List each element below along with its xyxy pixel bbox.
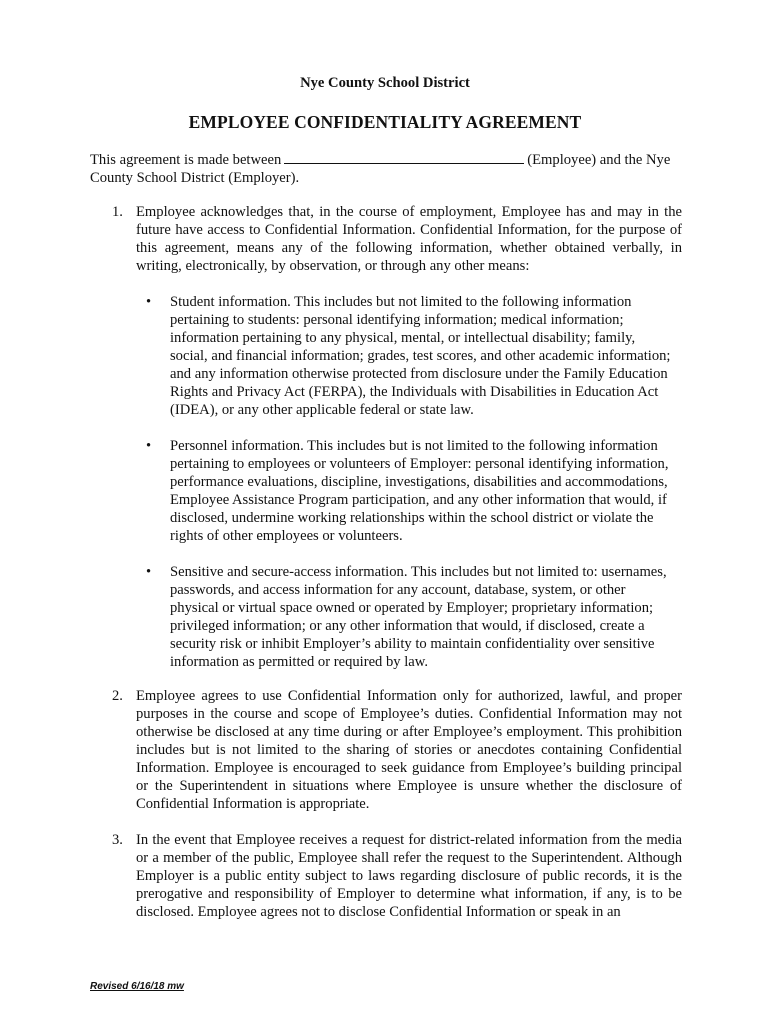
clause-text: In the event that Employee receives a request for district-related information from the media or a member of the public, Employee shall refer the request to the Superintendent. Although Employer is a public entity subject to laws regarding disclosure of public records, it is the prerogative and responsibility of Employer to determine what information, if any, is to be disclosed. Employee agrees not to disclose Confidential Information or speak in an <box>136 832 682 920</box>
bullet-sensitive-information <box>146 563 676 671</box>
bullet-symbol: • <box>146 438 152 454</box>
bullet-text: Sensitive and secure-access information. This includes but not limited to: usernames, passwords, and access information for any account, database, system, or other physical or virtual space owned or operated by Employer; proprietary information; privileged information; or any other information that would, if disclosed, create a security risk or inhibit Employer’s ability to maintain confidentiality over sensitive information as permitted or required by law. <box>170 564 667 670</box>
clause-3 <box>112 831 682 921</box>
bullet-symbol: • <box>146 564 152 580</box>
district-name: Nye County School District <box>300 75 470 91</box>
clause-text: Employee acknowledges that, in the course of employment, Employee has and may in the future have access to Confidential Information. Confidential Information, for the purpose of this agreement, means any of the following information, whether obtained verbally, in writing, electronically, by observation, or through any other means: <box>136 204 682 274</box>
intro-paragraph <box>90 150 690 187</box>
clause-number: 2. <box>112 688 123 704</box>
bullet-student-information <box>146 293 676 419</box>
clause-text: Employee agrees to use Confidential Information only for authorized, lawful, and proper purposes in the course and scope of Employee’s duties. Confidential Information may not otherwise be disclosed at any time during or after Employee’s employment. This prohibition includes but is not limited to the sharing of stories or anecdotes containing Confidential Information. Employee is encouraged to seek guidance from Employee’s building principal or the Superintendent in situations where Employee is unsure whether the disclosure of Confidential Information is appropriate. <box>136 688 682 812</box>
agreement-title: EMPLOYEE CONFIDENTIALITY AGREEMENT <box>188 112 582 132</box>
revision-note: Revised 6/16/18 mw <box>90 981 184 992</box>
bullet-personnel-information <box>146 437 676 545</box>
clause-2 <box>112 687 682 813</box>
bullet-text: Student information. This includes but not limited to the following information pertaining to students: personal identifying information; medical information; information pertaining to any physical, mental, or intellectual disability; family, social, and financial information; grades, test scores, and other academic information; and any information otherwise protected from disclosure under the Family Education Rights and Privacy Act (FERPA), the Individuals with Disabilities in Education Act (IDEA), or any other applicable federal or state law. <box>170 294 671 418</box>
clause-number: 1. <box>112 204 123 220</box>
clause-number: 3. <box>112 832 123 848</box>
bullet-symbol: • <box>146 294 152 310</box>
intro-text-after: (Employee) and the Nye County School District (Employer). <box>90 152 671 186</box>
employee-name-blank <box>284 150 524 164</box>
clause-1 <box>112 203 682 275</box>
bullet-text: Personnel information. This includes but is not limited to the following information pertaining to employees or volunteers of Employer: personal identifying information, performance evaluations, discipline, investigations, disabilities and accommodations, Employee Assistance Program participation, and any other information that would, if disclosed, undermine working relationships within the school district or violate the rights of other employees or volunteers. <box>170 438 669 544</box>
intro-text-before: This agreement is made between <box>90 152 282 168</box>
